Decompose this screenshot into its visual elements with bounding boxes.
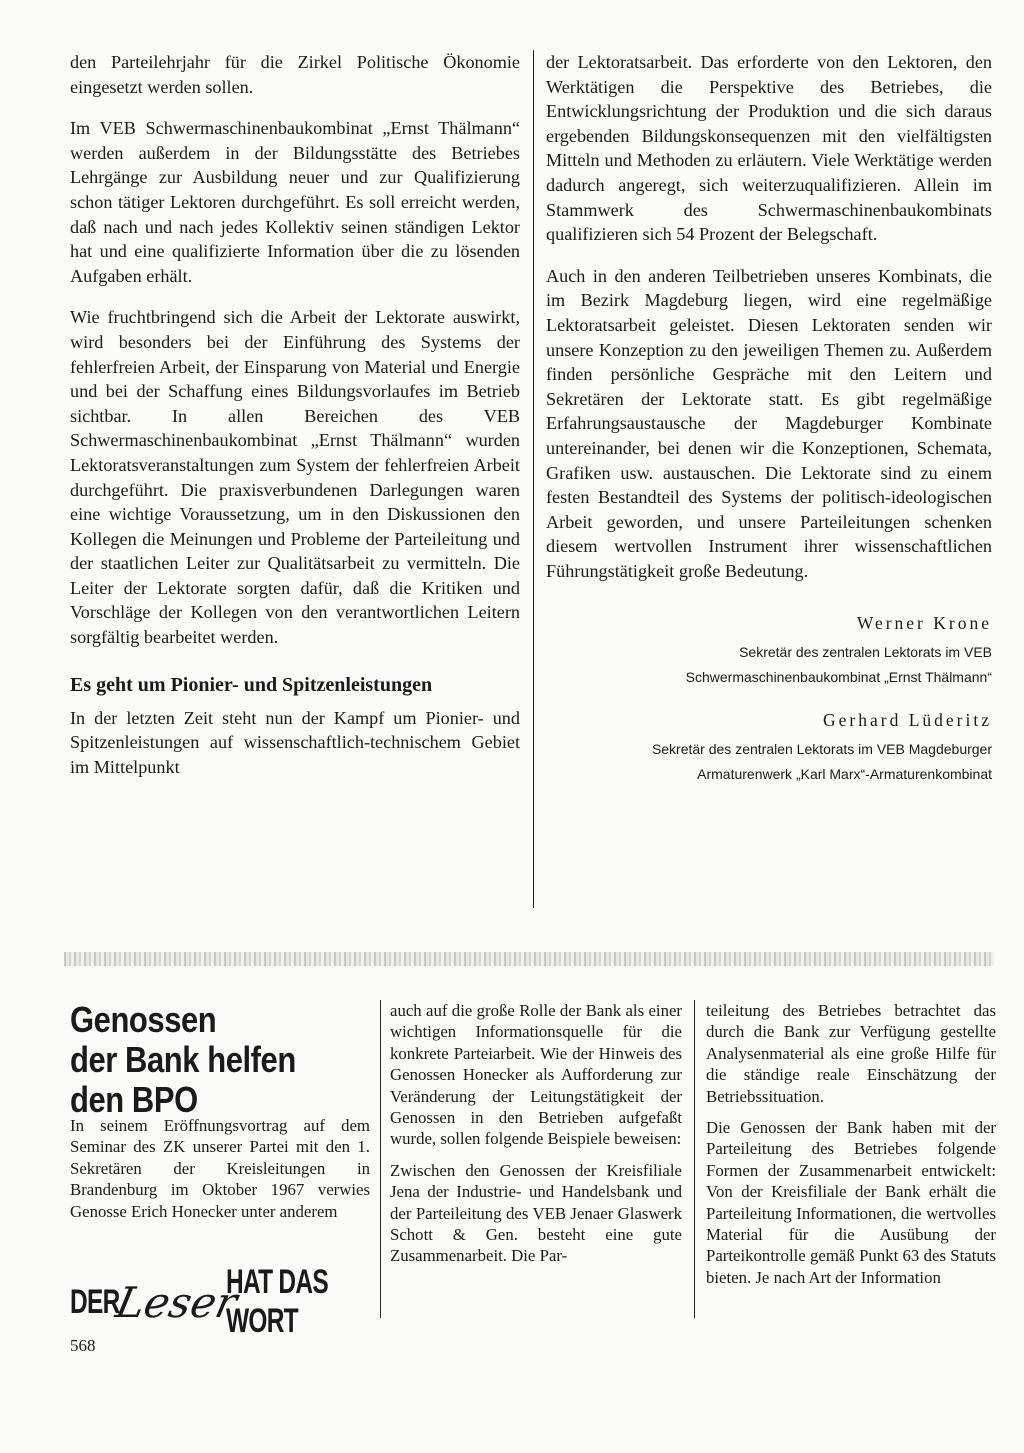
article1-column-right <box>546 50 992 787</box>
headline-line: Genossen <box>70 999 217 1040</box>
paragraph: Die Genossen der Bank haben mit der Parteileitung des Betriebes folgende Formen der Zusammenarbeit entwickelt: Von der Kreisfiliale der Bank erhält die Parteileitung Informationen, die wertvolles Material für die Ausübung der Parteikontrolle gemäß Punkt 63 des Statuts bieten. Je nach Art der Information <box>706 1118 996 1287</box>
paragraph: Auch in den anderen Teilbetrieben unseres Kombinats, die im Bezirk Magdeburg liegen, wird eine regelmäßige Lektoratsarbeit geleistet. Diesen Lektoraten senden wir unsere Konzeption zu den jeweiligen Themen zu. Außerdem finden persönliche Gespräche mit den Leitern und Sekretären der Lektorate statt. Es gibt regelmäßige Erfahrungsaustausche der Magdeburger Kombinate untereinander, bei denen wir die Konzeptionen, Schemata, Grafiken usw. austauschen. Die Lektorate sind zu einem festen Bestandteil des Systems der politisch-ideologischen Arbeit geworden, und unsere Parteileitungen schenken diesem wertvollen Instrument ihrer wissenschaftlichen Führungstätigkeit große Bedeutung. <box>546 265 992 581</box>
rubric-logo <box>70 1263 370 1340</box>
author-name: Werner Krone <box>856 613 992 634</box>
rubric-part: DER <box>70 1282 120 1321</box>
rubric-part: HAT DAS WORT <box>226 1263 328 1340</box>
paragraph: Wie fruchtbringend sich die Arbeit der Lektorate auswirkt, wird besonders bei der Einführung des Systems der fehlerfreien Arbeit, der Einsparung von Material und Energie und bei der Schaffung eines Bildungsvorlaufes im Betrieb sichtbar. In allen Bereichen des VEB Schwermaschinenbaukombinat „Ernst Thälmann“ wurden Lektoratsveranstaltungen zum System der fehlerfreien Arbeit durchgeführt. Die praxisverbundenen Darlegungen waren eine wichtige Voraussetzung, um in den Diskussionen den Kollegen die Meinungen und Probleme der Parteileitung und der staatlichen Leiter zur Qualitätsarbeit zu vermitteln. Die Leiter der Lektorate sorgten dafür, daß die Kritiken und Vorschläge der Kollegen von den verantwortlichen Leitern sorgfältig bearbeitet werden. <box>70 307 520 648</box>
author-name: Gerhard Lüderitz <box>823 710 992 731</box>
paragraph: In seinem Eröffnungsvortrag auf dem Seminar des ZK unserer Partei mit den 1. Sekretären der Kreisleitungen in Brandenburg im Oktober 1967 verwies Genosse Erich Honecker unter anderem <box>70 1116 370 1221</box>
paragraph: den Parteilehrjahr für die Zirkel Politische Ökonomie eingesetzt werden sollen. <box>70 52 520 97</box>
separator-band <box>64 952 994 966</box>
paragraph: auch auf die große Rolle der Bank als einer wichtigen Informationsquelle für die konkrete Parteiarbeit. Wie der Hinweis des Genossen Honecker als Aufforderung zur Veränderung der Leitungstätigkeit der Genossen in den Betrieben aufgefaßt wurde, sollen folgende Beispiele beweisen: <box>390 1001 682 1149</box>
section-heading: Es geht um Pionier- und Spitzenleistungen <box>70 673 433 696</box>
headline-line: den BPO <box>70 1079 198 1120</box>
column-divider <box>533 50 534 908</box>
article2-column-1 <box>70 1115 370 1232</box>
author-title: Schwermaschinenbaukombinat „Ernst Thälmann“ <box>685 669 992 686</box>
column-divider <box>380 1000 381 1318</box>
article2-column-2 <box>390 1000 682 1277</box>
paragraph: teileitung des Betriebes betrachtet das durch die Bank zur Verfügung gestellte Analysenmaterial als eine große Hilfe für die ständige reale Einschätzung der Betriebssituation. <box>706 1001 996 1106</box>
column-divider <box>694 1000 695 1318</box>
paragraph: Im VEB Schwermaschinenbaukombinat „Ernst Thälmann“ werden außerdem in der Bildungsstätte des Betriebes Lehrgänge zur Ausbildung neuer und zur Qualifizierung schon tätiger Lektoren durchgeführt. Es soll erreicht werden, daß nach und nach jedes Kollektiv seinen ständigen Lektor hat und eine qualifizierte Information über die zu lösenden Aufgaben erhält. <box>70 118 520 286</box>
paragraph: der Lektoratsarbeit. Das erforderte von den Lektoren, den Werktätigen die Perspektive des Betriebes, die Entwicklungsrichtung der Produktion und die sich daraus ergebenden Bildungskonsequenzen mit den vielfältigsten Mitteln und Methoden zu erläutern. Viele Werktätige werden dadurch angeregt, sich weiterzuqualifizieren. Allein im Stammwerk des Schwermaschinenbaukombinats qualifizieren sich 54 Prozent der Belegschaft. <box>546 52 992 245</box>
article2-headline <box>70 1000 328 1120</box>
headline-line: der Bank helfen <box>70 1039 296 1080</box>
paragraph: Zwischen den Genossen der Kreisfiliale Jena der Industrie- und Handelsbank und der Parteileitung des VEB Jenaer Glaswerk Schott & Gen. besteht eine gute Zusammenarbeit. Die Par- <box>390 1160 682 1266</box>
page-number: 568 <box>70 1336 96 1355</box>
rubric-script: Leser <box>111 1277 242 1327</box>
author-title: Sekretär des zentralen Lektorats im VEB <box>739 644 992 661</box>
author-title: Sekretär des zentralen Lektorats im VEB Magdeburger <box>651 740 992 757</box>
article1-column-left <box>70 50 520 796</box>
paragraph: In der letzten Zeit steht nun der Kampf um Pionier- und Spitzenleistungen auf wissenschaftlich-technischem Gebiet im Mittelpunkt <box>70 707 520 777</box>
author-title: Armaturenwerk „Karl Marx“-Armaturenkombinat <box>697 765 992 782</box>
article2-column-3 <box>706 1000 996 1298</box>
